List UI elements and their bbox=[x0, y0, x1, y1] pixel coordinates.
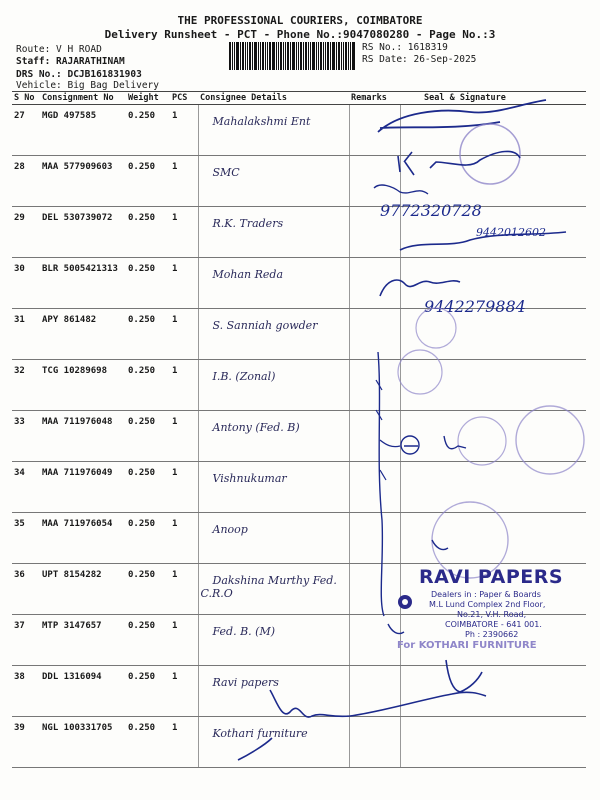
cell-signature bbox=[400, 156, 586, 207]
stamp-line: Dealers in : Paper & Boards bbox=[431, 590, 541, 599]
stamp-line: M.L Lund Complex 2nd Floor, bbox=[429, 600, 546, 609]
cell-sno: 30 bbox=[12, 258, 40, 309]
barcode-bar bbox=[325, 42, 326, 70]
cell-remarks bbox=[349, 156, 400, 207]
consignee-text: R.K. Traders bbox=[212, 217, 284, 230]
consignee-text: Mahalakshmi Ent bbox=[212, 115, 311, 128]
cell-remarks bbox=[349, 105, 400, 156]
barcode-bar bbox=[287, 42, 289, 70]
table-row bbox=[12, 258, 586, 309]
barcode bbox=[229, 42, 357, 70]
col-remarks: Remarks bbox=[349, 92, 400, 105]
barcode-bar bbox=[327, 42, 329, 70]
rs-date: RS Date: 26-Sep-2025 bbox=[362, 54, 477, 65]
barcode-bar bbox=[350, 42, 351, 70]
cell-pcs: 1 bbox=[170, 309, 198, 360]
barcode-bar bbox=[285, 42, 286, 70]
cell-pcs: 1 bbox=[170, 666, 198, 717]
cell-sno: 29 bbox=[12, 207, 40, 258]
cell-signature bbox=[400, 105, 586, 156]
cell-pcs: 1 bbox=[170, 156, 198, 207]
cell-pcs: 1 bbox=[170, 462, 198, 513]
cell-remarks bbox=[349, 411, 400, 462]
table-row bbox=[12, 105, 586, 156]
cell-sno: 38 bbox=[12, 666, 40, 717]
handwritten-phone: 9442279884 bbox=[424, 297, 526, 316]
route-label: Route: V H ROAD bbox=[16, 44, 102, 55]
runsheet-title: THE PROFESSIONAL COURIERS, COIMBATORE bbox=[177, 14, 423, 27]
cell-consignment: TCG 10289698 bbox=[40, 360, 126, 411]
cell-consignment: MAA 711976049 bbox=[40, 462, 126, 513]
cell-remarks bbox=[349, 462, 400, 513]
table-header-row bbox=[12, 92, 586, 105]
cell-sno: 37 bbox=[12, 615, 40, 666]
col-seal: Seal & Signature bbox=[400, 92, 586, 105]
col-sno: S No bbox=[12, 92, 40, 105]
cell-weight: 0.250 bbox=[126, 258, 170, 309]
vehicle-label: Vehicle: Big Bag Delivery bbox=[16, 80, 159, 91]
barcode-bar bbox=[308, 42, 309, 70]
cell-remarks bbox=[349, 513, 400, 564]
stamp-line: Ph : 2390662 bbox=[465, 630, 519, 639]
cell-remarks bbox=[349, 717, 400, 768]
cell-consignment: MAA 577909603 bbox=[40, 156, 126, 207]
cell-weight: 0.250 bbox=[126, 564, 170, 615]
cell-sno: 39 bbox=[12, 717, 40, 768]
barcode-bar bbox=[280, 42, 282, 70]
barcode-bar bbox=[303, 42, 304, 70]
barcode-bar bbox=[290, 42, 291, 70]
cell-sno: 32 bbox=[12, 360, 40, 411]
barcode-bar bbox=[338, 42, 340, 70]
barcode-bar bbox=[298, 42, 299, 70]
barcode-bar bbox=[272, 42, 275, 70]
cell-sno: 36 bbox=[12, 564, 40, 615]
cell-consignee bbox=[198, 360, 349, 411]
stamp-line: COIMBATORE - 641 001. bbox=[445, 620, 542, 629]
cell-consignee bbox=[198, 564, 349, 615]
cell-consignee bbox=[198, 717, 349, 768]
cell-pcs: 1 bbox=[170, 564, 198, 615]
cell-signature bbox=[400, 411, 586, 462]
cell-pcs: 1 bbox=[170, 615, 198, 666]
col-consignment: Consignment No bbox=[40, 92, 126, 105]
barcode-bar bbox=[336, 42, 337, 70]
barcode-bar bbox=[312, 42, 315, 70]
cell-signature bbox=[400, 360, 586, 411]
cell-consignment: NGL 100331705 bbox=[40, 717, 126, 768]
cell-pcs: 1 bbox=[170, 717, 198, 768]
barcode-bar bbox=[236, 42, 239, 70]
barcode-bar bbox=[240, 42, 241, 70]
cell-signature bbox=[400, 462, 586, 513]
cell-signature bbox=[400, 717, 586, 768]
cell-pcs: 1 bbox=[170, 105, 198, 156]
cell-consignee bbox=[198, 462, 349, 513]
cell-pcs: 1 bbox=[170, 411, 198, 462]
cell-remarks bbox=[349, 258, 400, 309]
cell-consignment: APY 861482 bbox=[40, 309, 126, 360]
cell-consignee bbox=[198, 156, 349, 207]
barcode-bar bbox=[345, 42, 347, 70]
barcode-bar bbox=[258, 42, 259, 70]
consignee-text: Fed. B. (M) bbox=[212, 625, 275, 638]
drs-label: DRS No.: DCJB161831903 bbox=[16, 69, 142, 80]
barcode-bar bbox=[269, 42, 271, 70]
barcode-bar bbox=[265, 42, 266, 70]
cell-consignee bbox=[198, 615, 349, 666]
table-row bbox=[12, 666, 586, 717]
staff-label: Staff: RAJARATHINAM bbox=[16, 56, 125, 67]
barcode-bar bbox=[249, 42, 251, 70]
cell-weight: 0.250 bbox=[126, 462, 170, 513]
cell-weight: 0.250 bbox=[126, 615, 170, 666]
cell-weight: 0.250 bbox=[126, 360, 170, 411]
cell-weight: 0.250 bbox=[126, 309, 170, 360]
ravi-papers-stamp bbox=[405, 566, 585, 639]
barcode-bar bbox=[318, 42, 319, 70]
barcode-bar bbox=[232, 42, 233, 70]
cell-signature bbox=[400, 513, 586, 564]
col-weight: Weight bbox=[126, 92, 170, 105]
cell-sno: 28 bbox=[12, 156, 40, 207]
stamp-brand: RAVI PAPERS bbox=[419, 566, 564, 588]
cell-consignee bbox=[198, 411, 349, 462]
rs-number: RS No.: 1618319 bbox=[362, 42, 448, 53]
barcode-bar bbox=[332, 42, 335, 70]
cell-weight: 0.250 bbox=[126, 717, 170, 768]
cell-sno: 31 bbox=[12, 309, 40, 360]
consignee-text: Antony (Fed. B) bbox=[212, 421, 300, 434]
consignee-text: Dakshina Murthy Fed. C.R.O bbox=[200, 574, 337, 600]
cell-weight: 0.250 bbox=[126, 156, 170, 207]
barcode-bar bbox=[283, 42, 284, 70]
consignee-text: Anoop bbox=[212, 523, 248, 536]
runsheet-subtitle: Delivery Runsheet - PCT - Phone No.:9047080280 - Page No.:3 bbox=[104, 28, 496, 41]
cell-weight: 0.250 bbox=[126, 513, 170, 564]
cell-consignment: MTP 3147657 bbox=[40, 615, 126, 666]
cell-remarks bbox=[349, 360, 400, 411]
barcode-bar bbox=[260, 42, 261, 70]
barcode-bar bbox=[292, 42, 295, 70]
consignee-text: Vishnukumar bbox=[212, 472, 287, 485]
barcode-bar bbox=[320, 42, 322, 70]
cell-signature bbox=[400, 207, 586, 258]
cell-pcs: 1 bbox=[170, 513, 198, 564]
cell-sno: 35 bbox=[12, 513, 40, 564]
cell-consignee bbox=[198, 105, 349, 156]
barcode-bar bbox=[229, 42, 231, 70]
barcode-bar bbox=[245, 42, 246, 70]
cell-signature bbox=[400, 258, 586, 309]
handwritten-phone: 9772320728 bbox=[380, 201, 482, 220]
cell-consignee bbox=[198, 666, 349, 717]
barcode-bar bbox=[247, 42, 248, 70]
table-row bbox=[12, 156, 586, 207]
barcode-bar bbox=[348, 42, 349, 70]
cell-weight: 0.250 bbox=[126, 105, 170, 156]
consignee-text: SMC bbox=[212, 166, 240, 179]
cell-remarks bbox=[349, 666, 400, 717]
cell-signature bbox=[400, 666, 586, 717]
table-row bbox=[12, 462, 586, 513]
barcode-bar bbox=[300, 42, 302, 70]
barcode-bar bbox=[234, 42, 235, 70]
barcode-bar bbox=[323, 42, 324, 70]
barcode-bar bbox=[278, 42, 279, 70]
barcode-bar bbox=[262, 42, 264, 70]
consignee-text: Ravi papers bbox=[212, 676, 279, 689]
col-consignee: Consignee Details bbox=[198, 92, 349, 105]
barcode-bar bbox=[352, 42, 355, 70]
cell-remarks bbox=[349, 309, 400, 360]
table-row bbox=[12, 411, 586, 462]
barcode-bar bbox=[316, 42, 317, 70]
cell-weight: 0.250 bbox=[126, 207, 170, 258]
runsheet-table bbox=[12, 91, 586, 768]
cell-consignment: MGD 497585 bbox=[40, 105, 126, 156]
cell-signature bbox=[400, 309, 586, 360]
cell-weight: 0.250 bbox=[126, 666, 170, 717]
cell-consignment: DEL 530739072 bbox=[40, 207, 126, 258]
barcode-bar bbox=[343, 42, 344, 70]
cell-consignee bbox=[198, 309, 349, 360]
cell-remarks bbox=[349, 564, 400, 615]
cell-consignment: UPT 8154282 bbox=[40, 564, 126, 615]
barcode-bar bbox=[330, 42, 331, 70]
cell-consignment: DDL 1316094 bbox=[40, 666, 126, 717]
cell-sno: 33 bbox=[12, 411, 40, 462]
consignee-text: S. Sanniah gowder bbox=[212, 319, 318, 332]
barcode-bar bbox=[267, 42, 268, 70]
cell-consignment: MAA 711976048 bbox=[40, 411, 126, 462]
barcode-bar bbox=[296, 42, 297, 70]
cell-sno: 34 bbox=[12, 462, 40, 513]
barcode-bar bbox=[254, 42, 257, 70]
cell-consignee bbox=[198, 258, 349, 309]
cell-pcs: 1 bbox=[170, 258, 198, 309]
cell-consignment: MAA 711976054 bbox=[40, 513, 126, 564]
cell-consignee bbox=[198, 207, 349, 258]
cell-sno: 27 bbox=[12, 105, 40, 156]
barcode-bar bbox=[305, 42, 307, 70]
consignee-text: I.B. (Zonal) bbox=[212, 370, 276, 383]
barcode-bar bbox=[242, 42, 244, 70]
cell-pcs: 1 bbox=[170, 360, 198, 411]
barcode-bar bbox=[310, 42, 311, 70]
table-row bbox=[12, 513, 586, 564]
table-row bbox=[12, 207, 586, 258]
cell-consignee bbox=[198, 513, 349, 564]
handwritten-phone: 9442012602 bbox=[476, 226, 546, 239]
table-row bbox=[12, 717, 586, 768]
col-pcs: PCS bbox=[170, 92, 198, 105]
kothari-stamp: For KOTHARI FURNITURE bbox=[397, 640, 537, 651]
barcode-bar bbox=[252, 42, 253, 70]
consignee-text: Mohan Reda bbox=[212, 268, 284, 281]
stamp-line: No.21, V.H. Road, bbox=[457, 610, 527, 619]
cell-pcs: 1 bbox=[170, 207, 198, 258]
barcode-bar bbox=[341, 42, 342, 70]
table-row bbox=[12, 309, 586, 360]
table-row bbox=[12, 360, 586, 411]
cell-weight: 0.250 bbox=[126, 411, 170, 462]
barcode-bar bbox=[276, 42, 277, 70]
cell-consignment: BLR 5005421313 bbox=[40, 258, 126, 309]
cell-remarks bbox=[349, 207, 400, 258]
consignee-text: Kothari furniture bbox=[212, 727, 308, 740]
cell-remarks bbox=[349, 615, 400, 666]
